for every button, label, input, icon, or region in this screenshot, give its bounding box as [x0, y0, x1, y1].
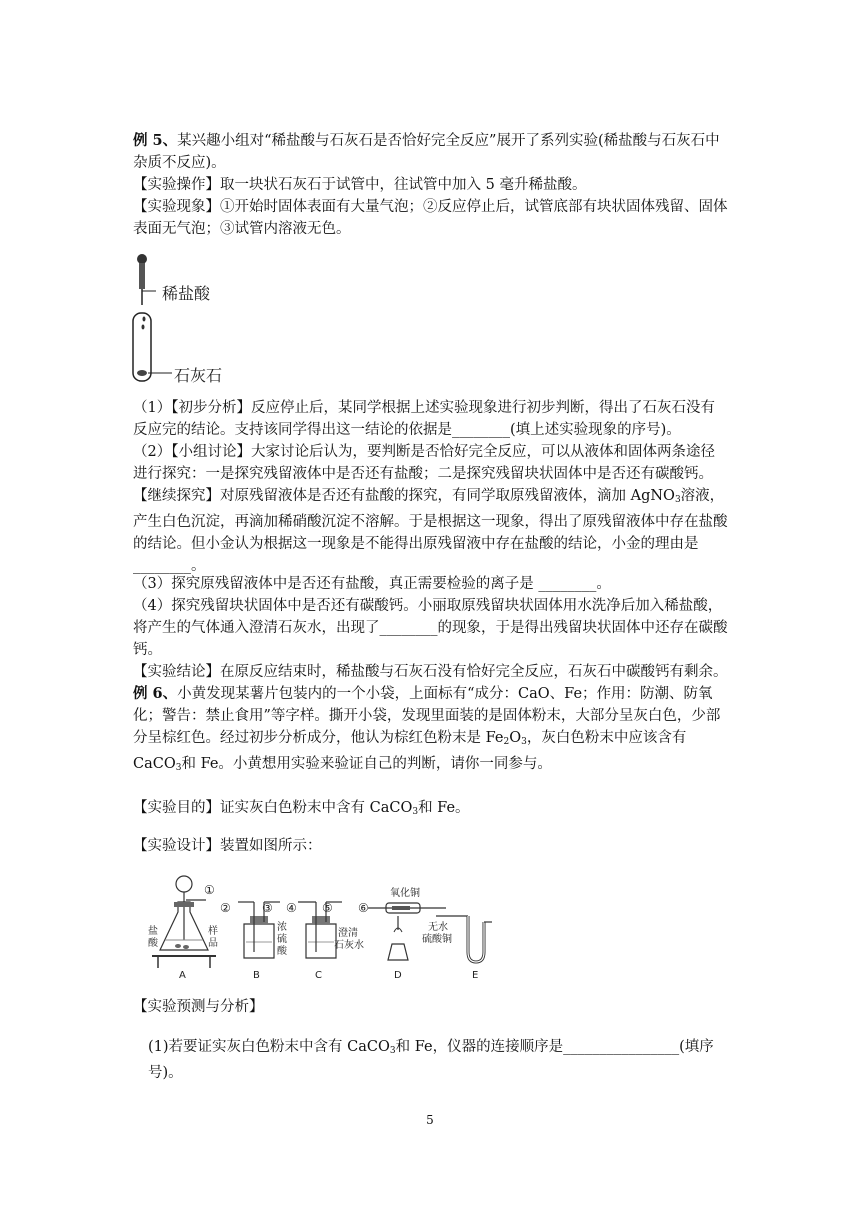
example6-predict-heading: 【实验预测与分析】 — [133, 999, 264, 1015]
example6-aim: 【实验目的】证实灰白色粉末中含有 CaCO$_3$和 Fe。 — [133, 800, 470, 817]
a-label-hcl-2: 酸 — [148, 938, 158, 949]
dilute-hcl-label: 稀盐酸 — [162, 284, 211, 303]
c-label-1: 澄清 — [338, 928, 358, 939]
example5-continue-inquiry: 【继续探究】对原残留液体是否还有盐酸的探究，有同学取原残留液体，滴加 AgNO$_3$溶液，产生白色沉淀，再滴加稀硝酸沉淀不溶解。于是根据这一现象，得出了原残留液体中存在盐酸的结论。但小金认为根据这一现象是不能得出原残留液中存在盐酸的结论，小金的理由是________。 — [133, 488, 728, 574]
letter-a: A — [179, 970, 186, 981]
example6-label: 例 6、 — [133, 685, 178, 702]
a-label-sample-1: 样 — [208, 926, 218, 937]
letter-e: E — [472, 970, 479, 981]
apparatus-figure — [146, 872, 496, 984]
example6-question1: (1)若要证实灰白色粉末中含有 CaCO$_3$和 Fe，仪器的连接顺序是________________(填序号)。 — [148, 1039, 714, 1081]
b-label-3: 酸 — [277, 946, 287, 957]
port-label-2: ② — [220, 901, 231, 915]
e-label-1: 无水 — [428, 922, 448, 933]
test-tube-figure — [128, 253, 248, 385]
a-label-sample-2: 品 — [208, 938, 218, 949]
page-number: 5 — [426, 1113, 434, 1127]
apparatus-drawing — [146, 872, 496, 984]
example5-conclusion: 【实验结论】在原反应结束时，稀盐酸与石灰石没有恰好完全反应，石灰石中碳酸钙有剩余。 — [133, 664, 728, 680]
example5-question3: （3）探究原残留液体中是否还有盐酸，真正需要检验的离子是 ________。 — [133, 576, 611, 592]
b-label-2: 硫 — [277, 934, 287, 945]
example6-intro: 例 6、小黄发现某薯片包装内的一个小袋，上面标有“成分：CaO、Fe；作用：防潮、防氧化；警告：禁止食用”等字样。撕开小袋，发现里面装的是固体粉末，大部分呈灰白色，少部分呈棕红色。经过初步分析成分，他认为棕红色粉末是 $Fe_2O_3$，灰白色粉末中应该含有 CaCO$_3$和 Fe。小黄想用实验来验证自己的判断，请你一同参与。 — [133, 685, 721, 773]
port-label-6: ⑥ — [358, 901, 369, 915]
c-label-2: 石灰水 — [334, 940, 364, 951]
example5-operation: 【实验操作】取一块状石灰石于试管中，往试管中加入 5 毫升稀盐酸。 — [133, 177, 587, 193]
example6-design: 【实验设计】装置如图所示： — [133, 838, 322, 854]
port-label-3: ③ — [262, 901, 273, 915]
e-label-2: 硫酸铜 — [422, 934, 452, 945]
example5-question2: （2）【小组讨论】大家讨论后认为，要判断是否恰好完全反应，可以从液体和固体两条途径进行探究：一是探究残留液体中是否还有盐酸；二是探究残留块状固体中是否还有碳酸钙。 — [133, 444, 715, 482]
d-label: 氧化铜 — [390, 888, 420, 899]
letter-d: D — [394, 970, 402, 981]
port-label-1: ① — [204, 883, 215, 897]
example5-phenomenon: 【实验现象】①开始时固体表面有大量气泡；②反应停止后，试管底部有块状固体残留、固体表面无气泡；③试管内溶液无色。 — [133, 199, 728, 237]
example5-question1: （1）【初步分析】反应停止后，某同学根据上述实验现象进行初步判断，得出了石灰石没有反应完的结论。支持该同学得出这一结论的依据是________(填上述实验现象的序号)。 — [133, 400, 715, 438]
limestone-label: 石灰石 — [174, 366, 223, 385]
b-label-1: 浓 — [277, 922, 287, 933]
port-label-5: ⑤ — [322, 901, 333, 915]
a-label-hcl-1: 盐 — [148, 926, 158, 937]
letter-b: B — [253, 970, 260, 981]
port-label-4: ④ — [286, 901, 297, 915]
example5-question4: （4）探究残留块状固体中是否还有碳酸钙。小丽取原残留块状固体用水洗净后加入稀盐酸，将产生的气体通入澄清石灰水，出现了________的现象，于是得出残留块状固体中还存在碳酸钙。 — [133, 598, 728, 658]
example5-label: 例 5、 — [133, 132, 178, 149]
example5-intro: 例 5、某兴趣小组对“稀盐酸与石灰石是否恰好完全反应”展开了系列实验(稀盐酸与石灰石中杂质不反应)。 — [133, 132, 720, 171]
letter-c: C — [315, 970, 322, 981]
